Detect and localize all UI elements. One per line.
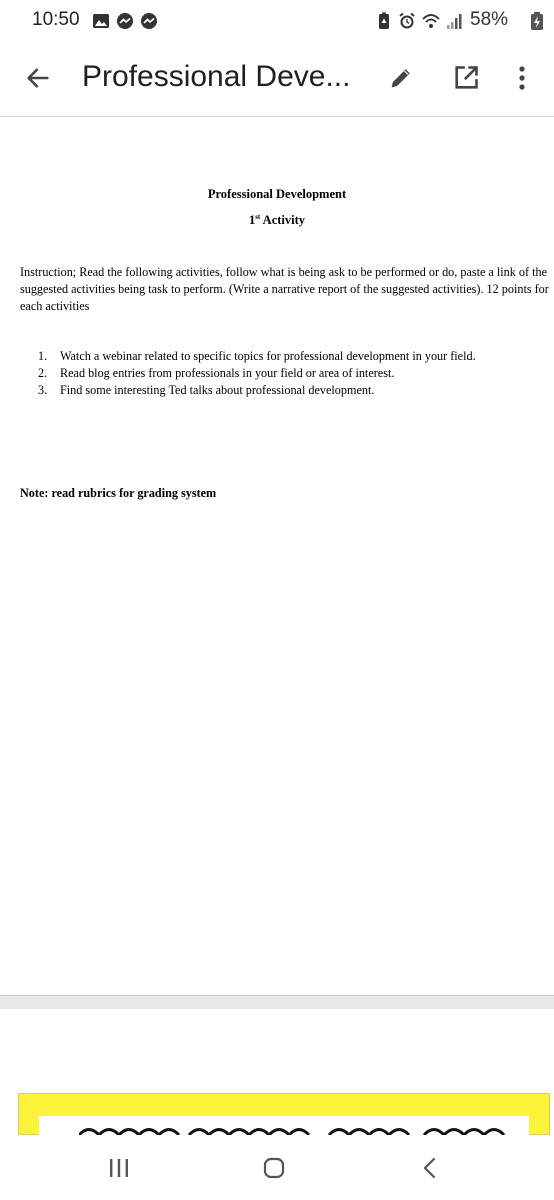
list-item xyxy=(38,348,548,365)
status-bar xyxy=(0,0,554,42)
battery-saver-icon xyxy=(375,12,393,30)
doc-subheading xyxy=(0,213,554,228)
doc-note: Note: read rubrics for grading system xyxy=(20,486,217,500)
messenger-icon xyxy=(116,12,134,30)
back-icon[interactable] xyxy=(420,1156,440,1180)
doc-subheading-ordinal: st xyxy=(255,213,261,221)
list-item-text: Read blog entries from professionals in your field or area of interest. xyxy=(60,366,395,380)
list-item-number: 1. xyxy=(38,349,48,363)
battery-percentage: 58% xyxy=(470,9,509,30)
signal-icon xyxy=(445,12,463,30)
status-time: 10:50 xyxy=(32,9,80,30)
recent-apps-icon[interactable] xyxy=(108,1157,130,1179)
home-icon[interactable] xyxy=(262,1156,286,1180)
open-external-icon[interactable] xyxy=(452,64,480,92)
doc-subheading-number: 1 xyxy=(248,213,256,228)
more-vert-icon[interactable] xyxy=(512,64,532,92)
messenger-icon xyxy=(140,12,158,30)
document-page[interactable] xyxy=(0,117,554,995)
doc-subheading-text: Activity xyxy=(260,213,306,228)
list-item xyxy=(38,382,548,399)
document-page-2[interactable] xyxy=(0,1009,554,1135)
alarm-icon xyxy=(398,12,416,30)
rubric-banner-image xyxy=(18,1093,550,1135)
doc-heading: Professional Development xyxy=(207,187,347,201)
activity-list xyxy=(38,348,548,399)
edit-pencil-icon[interactable] xyxy=(387,64,415,92)
back-arrow-icon[interactable] xyxy=(24,64,52,92)
list-item-number: 2. xyxy=(38,366,48,380)
document-title: Professional Deve... xyxy=(82,60,351,93)
list-item xyxy=(38,365,548,382)
doc-instruction: Instruction; Read the following activities, follow what is being ask to be performed or do, paste a link of the suggested activities being task to perform. (Write a narrative report of the suggested activities). 12 points for each activities xyxy=(20,265,549,313)
image-icon xyxy=(92,12,110,30)
battery-charging-icon xyxy=(530,12,544,30)
list-item-text: Watch a webinar related to specific topics for professional development in your field. xyxy=(60,349,476,363)
page-separator xyxy=(0,995,554,1010)
navigation-bar xyxy=(0,1135,554,1200)
app-bar xyxy=(0,42,554,117)
list-item-number: 3. xyxy=(38,383,48,397)
wifi-icon xyxy=(422,12,440,30)
rubric-banner-inner xyxy=(39,1116,529,1136)
list-item-text: Find some interesting Ted talks about professional development. xyxy=(60,383,375,397)
